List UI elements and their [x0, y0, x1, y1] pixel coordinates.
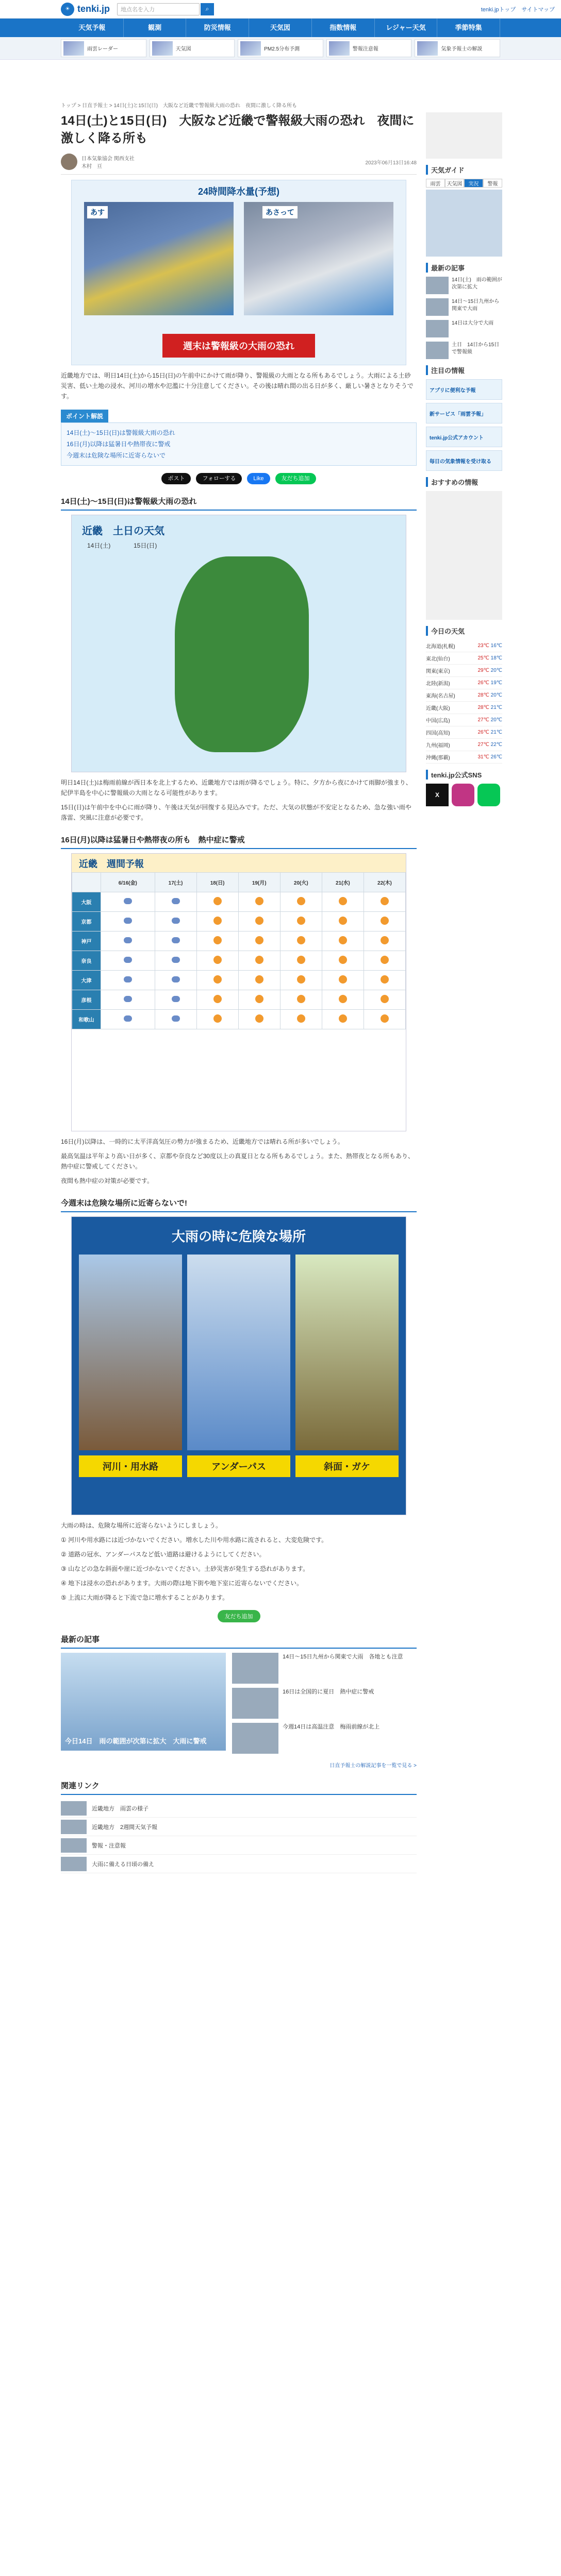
sb-rec-title: おすすめの情報 — [426, 477, 502, 487]
avatar[interactable] — [61, 154, 77, 170]
author-org[interactable]: 日本気象協会 関西支社 — [81, 156, 135, 162]
nav-disaster[interactable]: 防災情報 — [186, 19, 249, 37]
line-follow — [61, 1610, 417, 1622]
slope-illustration — [295, 1255, 399, 1450]
section-heading-1: 14日(土)〜15日(日)は警報級大雨の恐れ — [61, 493, 417, 511]
like-button[interactable]: Like — [247, 473, 270, 484]
sb-thumb — [426, 342, 449, 359]
danger-places-figure — [71, 1216, 406, 1515]
line-follow-button[interactable]: 友だち追加 — [218, 1610, 260, 1622]
sidebar — [426, 112, 502, 811]
nav-leisure[interactable]: レジャー天気 — [375, 19, 438, 37]
related-thumb — [61, 1820, 87, 1834]
latest-item[interactable]: 16日は全国的に夏日 熱中症に警戒 — [232, 1688, 417, 1719]
section-heading-2: 16日(月)以降は猛暑日や熱帯夜の所も 熱中症に警戒 — [61, 831, 417, 849]
line-icon[interactable] — [477, 784, 500, 806]
kinki-map — [175, 556, 309, 752]
notice-banner-4[interactable]: 毎日の気象情報を受け取る — [426, 450, 502, 471]
today-weather-list — [426, 640, 502, 764]
related-thumb — [61, 1857, 87, 1871]
latest-more-link[interactable]: 日直予報士の解説記事を一覧で見る > — [329, 1763, 417, 1769]
latest-feature[interactable]: 今日14日 雨の範囲が次第に拡大 大雨に警戒 — [61, 1653, 226, 1751]
guide-tab-map[interactable]: 天気図 — [445, 179, 464, 188]
danger-title: 大雨の時に危険な場所 — [171, 1229, 306, 1244]
point-list — [61, 422, 417, 466]
label-underpass: アンダーパス — [187, 1455, 290, 1477]
latest-thumb — [232, 1653, 278, 1684]
related-item[interactable]: 近畿地方 2週間天気予報 — [61, 1818, 417, 1836]
weekly-title: 近畿 週間予報 — [72, 854, 406, 872]
today-row[interactable]: 中国(広島) 27℃ 20℃ — [426, 714, 502, 726]
author-name[interactable]: 木村 亘 — [81, 164, 102, 170]
day-sun: 15日(日) — [134, 542, 157, 549]
label-day-after: あさって — [262, 206, 298, 218]
follow-button[interactable]: フォローする — [196, 473, 242, 484]
weekly-table: 6/16(金) 17(土) 18(日) 19(月) 20(火) 21(水) 22(木) 大阪 京都 神戸 奈良 大津 彦根 和歌山 — [72, 872, 406, 1029]
sns-title: tenki.jp公式SNS — [426, 770, 502, 779]
kinki-weekend-figure — [71, 515, 406, 772]
section-heading-3: 今週末は危険な場所に近寄らないで! — [61, 1194, 417, 1212]
today-row[interactable]: 近畿(大阪) 28℃ 21℃ — [426, 702, 502, 714]
sb-latest-item[interactable]: 14日〜15日九州から関東で大雨 — [426, 298, 502, 316]
forecaster-thumb — [417, 41, 438, 56]
label-tomorrow: あす — [87, 206, 108, 218]
latest-thumb — [232, 1723, 278, 1754]
point-link-1[interactable]: 14日(土)〜15日(日)は警報級大雨の恐れ — [67, 429, 175, 436]
subnav-map[interactable]: 天気図 — [150, 39, 235, 57]
underpass-illustration — [187, 1255, 290, 1450]
nav-season[interactable]: 季節特集 — [437, 19, 500, 37]
precip-forecast-figure — [71, 180, 406, 365]
nav-forecast[interactable]: 天気予報 — [61, 19, 124, 37]
paragraph-1: 明日14日(土)は梅雨前線が西日本を北上するため、近畿地方では雨が降るでしょう。特に、夕方から夜にかけて雨脚が強まり、紀伊半島を中心に警報級の大雨となる可能性があります。 — [61, 779, 412, 796]
sb-latest-item[interactable]: 土日 14日から15日で警報級 — [426, 342, 502, 359]
sb-latest-item[interactable]: 14日は大分で大雨 — [426, 320, 502, 337]
paragraph-5: 夜間も熱中症の対策が必要です。 — [61, 1177, 154, 1184]
day-sat: 14日(土) — [87, 542, 111, 549]
breadcrumb[interactable]: トップ > 日直予報士 > 14日(土)と15日(日) 大阪など近畿で警報級大雨の恐れ 夜間に激しく降る所も — [61, 103, 298, 109]
ad-slot[interactable] — [426, 112, 502, 159]
search-button[interactable] — [201, 3, 214, 15]
kinki-figure-title: 近畿 土日の天気 — [82, 526, 164, 537]
related-thumb — [61, 1801, 87, 1816]
sb-notice-title: 注目の情報 — [426, 365, 502, 375]
paragraph-4: 最高気温は平年より高い日が多く、京都や奈良など30度以上の真夏日となる所もあるでしょう。また、熱帯夜となる所もあり、熱中症に警戒してください。 — [61, 1153, 414, 1170]
today-row[interactable]: 関東(東京) 29℃ 20℃ — [426, 665, 502, 677]
paragraph-6: 大雨の時は、危険な場所に近寄らないようにしましょう。 — [61, 1522, 222, 1529]
paragraph-9: ③ 山などの急な斜面や崖に近づかないでください。土砂災害が発生する恐れがあります。 — [61, 1565, 309, 1572]
related-thumb — [61, 1838, 87, 1853]
latest-heading: 最新の記事 — [61, 1631, 417, 1649]
author-block — [61, 154, 417, 175]
guide-tab-warning[interactable]: 警報 — [483, 179, 502, 188]
today-title: 今日の天気 — [426, 626, 502, 636]
sb-thumb — [426, 320, 449, 337]
pm25-thumb — [240, 41, 261, 56]
nav-index[interactable]: 指数情報 — [312, 19, 375, 37]
publish-date: 2023年06月13日16:48 — [365, 160, 417, 166]
point-link-2[interactable]: 16日(月)以降は猛暑日や熱帯夜に警戒 — [67, 440, 171, 448]
paragraph-11: ⑤ 上流に大雨が降ると下流で急に増水することがあります。 — [61, 1594, 229, 1601]
latest-thumb — [232, 1688, 278, 1719]
latest-articles — [61, 1653, 417, 1758]
related-links — [61, 1799, 417, 1873]
top-bar — [0, 0, 561, 19]
label-slope: 斜面・ガケ — [295, 1455, 399, 1477]
related-heading: 関連リンク — [61, 1777, 417, 1795]
weekly-forecast-figure — [71, 853, 406, 1131]
related-item[interactable]: 大雨に備える日頃の備え — [61, 1855, 417, 1873]
notice-banner-3[interactable]: tenki.jp公式アカウント — [426, 427, 502, 447]
sub-nav — [0, 37, 561, 60]
point-link-3[interactable]: 今週末は危険な場所に近寄らないで — [67, 452, 166, 459]
guide-tab-actual[interactable]: 実況 — [464, 179, 483, 188]
paragraph-10: ④ 地下は浸水の恐れがあります。大雨の際は地下街や地下室に近寄らないでください。 — [61, 1580, 303, 1587]
guide-map[interactable] — [426, 190, 502, 257]
sb-latest-item[interactable]: 14日(土) 雨の範囲が次第に拡大 — [426, 277, 502, 294]
sb-thumb — [426, 277, 449, 294]
figure-warning-banner: 週末は警報級の大雨の恐れ — [162, 334, 315, 358]
radar-thumb — [63, 41, 84, 56]
rec-ad[interactable] — [426, 491, 502, 620]
lead-paragraph: 近畿地方では、明日14日(土)から15日(日)の午前中にかけて雨が降り、警報級の大雨となる所もあるでしょう。大雨による土砂災害、低い土地の浸水、河川の増水や氾濫に十分注意してください。その後は晴れ間の出る日が多く、厳しい暑さとなりそうです。 — [61, 372, 414, 400]
latest-item[interactable]: 14日〜15日九州から関東で大雨 各地とも注意 — [232, 1653, 417, 1684]
search-icon: ⌕ — [205, 5, 209, 12]
subnav-radar[interactable]: 雨雲レーダー — [61, 39, 146, 57]
paragraph-2: 15日(日)は午前中を中心に雨が降り、午後は天気が回復する見込みです。ただ、大気の状態が不安定となるため、急な強い雨や落雷、突風に注意が必要です。 — [61, 804, 411, 821]
today-row[interactable]: 四国(高知) 26℃ 21℃ — [426, 726, 502, 739]
today-row[interactable]: 東海(名古屋) 28℃ 20℃ — [426, 689, 502, 702]
search-input[interactable]: 地点名を入力 — [117, 3, 200, 15]
post-button[interactable]: ポスト — [161, 473, 191, 484]
forecast-map-right — [244, 202, 393, 315]
top-links[interactable]: tenki.jpトップ サイトマップ — [481, 7, 555, 13]
related-item[interactable]: 近畿地方 雨雲の様子 — [61, 1799, 417, 1818]
latest-item[interactable]: 今週14日は高温注意 梅雨前線が北上 — [232, 1723, 417, 1754]
subnav-warnings[interactable]: 警報注意報 — [326, 39, 412, 57]
guide-title: 天気ガイド — [426, 165, 502, 175]
site-logo[interactable]: ☀ tenki.jp — [61, 3, 110, 16]
related-item[interactable]: 警報・注意報 — [61, 1836, 417, 1855]
paragraph-3: 16日(月)以降は、一時的に太平洋高気圧の勢力が強まるため、近畿地方では晴れる所が多いでしょう。 — [61, 1138, 344, 1145]
x-icon[interactable]: X — [426, 784, 449, 806]
instagram-icon[interactable] — [452, 784, 474, 806]
today-row[interactable]: 九州(福岡) 27℃ 22℃ — [426, 739, 502, 751]
share-buttons — [61, 473, 417, 484]
today-row[interactable]: 北海道(札幌) 23℃ 16℃ — [426, 640, 502, 652]
today-row[interactable]: 東北(仙台) 25℃ 18℃ — [426, 652, 502, 665]
article — [61, 112, 417, 1873]
sb-latest-title: 最新の記事 — [426, 263, 502, 273]
guide-tab-radar[interactable]: 雨雲 — [426, 179, 445, 188]
forecast-map-left — [84, 202, 234, 315]
notice-banner-1[interactable]: アプリに便利な予報 — [426, 379, 502, 400]
today-row[interactable]: 北陸(新潟) 26℃ 19℃ — [426, 677, 502, 689]
nav-weather-map[interactable]: 天気図 — [249, 19, 312, 37]
river-illustration — [79, 1255, 182, 1450]
notice-banner-2[interactable]: 新サービス「雨雲予報」 — [426, 403, 502, 423]
sb-latest-list — [426, 277, 502, 359]
main-nav — [0, 19, 561, 37]
label-river: 河川・用水路 — [79, 1455, 182, 1477]
warnings-thumb — [329, 41, 350, 56]
subnav-pm25[interactable]: PM2.5分布予測 — [238, 39, 323, 57]
figure-header: 24時間降水量(予想) — [197, 187, 280, 197]
today-row[interactable]: 沖縄(那覇) 31℃ 26℃ — [426, 751, 502, 764]
subnav-forecaster[interactable]: 気象予報士の解説 — [415, 39, 500, 57]
line-add-button[interactable]: 友だち追加 — [275, 473, 316, 484]
paragraph-7: ① 河川や用水路には近づかないでください。増水した川や用水路に流されると、大変危険です。 — [61, 1536, 328, 1544]
article-title: 14日(土)と15日(日) 大阪など近畿で警報級大雨の恐れ 夜間に激しく降る所も — [61, 114, 415, 145]
paragraph-8: ② 道路の冠水、アンダーパスなど低い道路は避けるようにしてください。 — [61, 1551, 266, 1558]
sun-icon: ☀ — [61, 3, 74, 16]
map-thumb — [152, 41, 173, 56]
nav-observation[interactable]: 観測 — [124, 19, 187, 37]
point-label: ポイント解説 — [61, 410, 108, 422]
sb-thumb — [426, 298, 449, 316]
